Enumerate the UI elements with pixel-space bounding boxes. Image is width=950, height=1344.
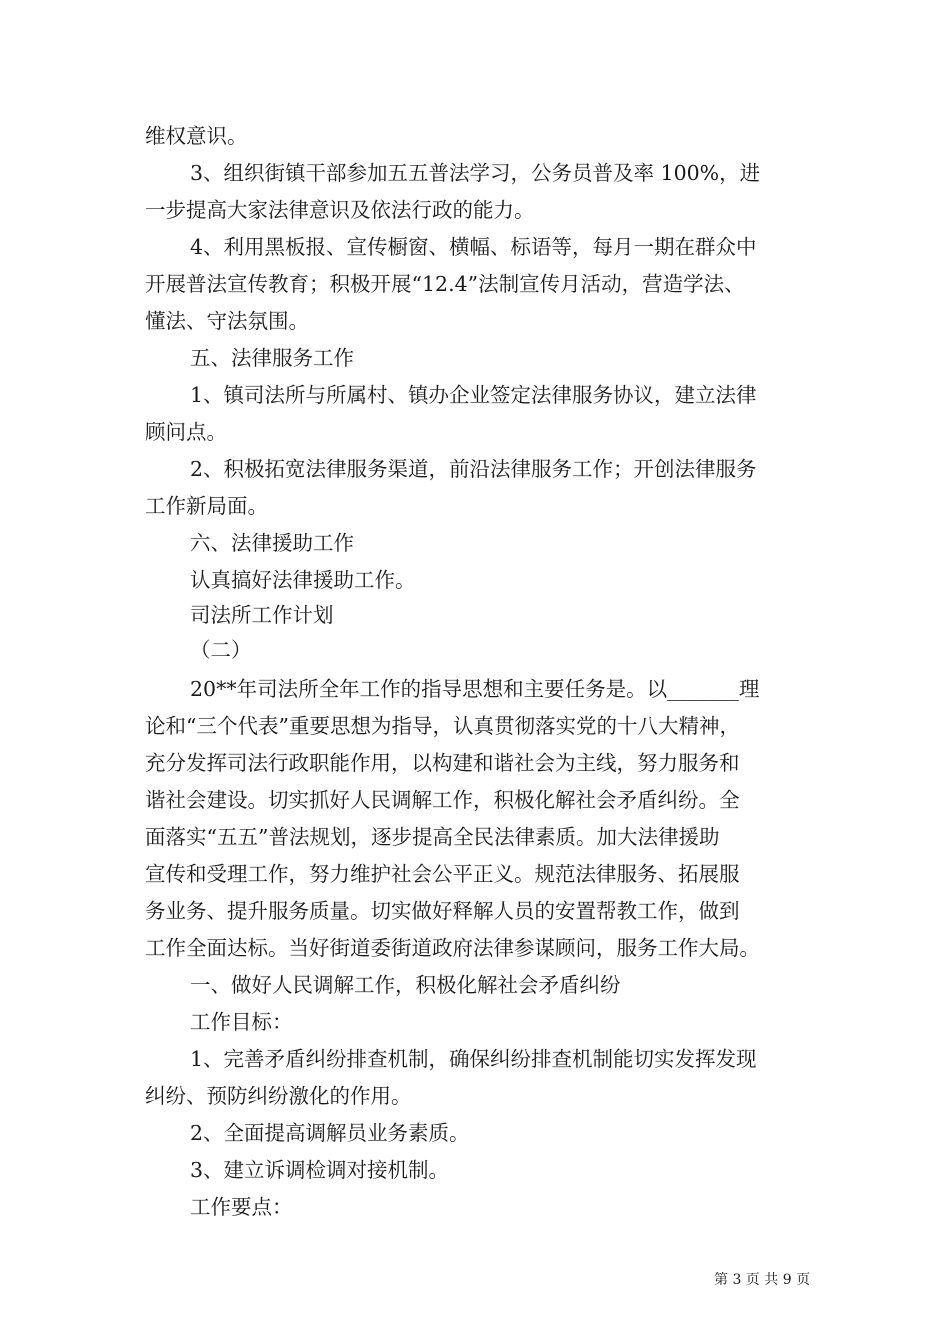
text-line: 1、完善矛盾纠纷排查机制，确保纠纷排查机制能切实发挥发现	[190, 1047, 757, 1071]
text-line: 谐社会建设。切实抓好人民调解工作，积极化解社会矛盾纠纷。全	[145, 788, 740, 812]
text-line: 开展普法宣传教育；积极开展“12.4”法制宣传月活动，营造学法、	[145, 272, 745, 296]
text-line: 工作要点：	[190, 1195, 293, 1219]
document-title: 司法所工作计划	[190, 603, 334, 627]
text-line: 纠纷、预防纠纷激化的作用。	[145, 1084, 412, 1108]
text-line: 懂法、守法氛围。	[145, 309, 309, 333]
text-line: 20**年司法所全年工作的指导思想和主要任务是。以_______理	[190, 677, 760, 701]
text-line: 论和“三个代表”重要思想为指导，认真贯彻落实党的十八大精神，	[145, 714, 740, 738]
text-line: 顾问点。	[145, 420, 227, 444]
text-line: 4、利用黑板报、宣传橱窗、横幅、标语等，每月一期在群众中	[190, 235, 757, 259]
text-line: 3、组织街镇干部参加五五普法学习，公务员普及率 100%，进	[190, 161, 761, 185]
text-line: 务业务、提升服务质量。切实做好释解人员的安置帮教工作，做到	[145, 899, 740, 923]
text-line: 3、建立诉调检调对接机制。	[190, 1158, 450, 1182]
text-line: 充分发挥司法行政职能作用，以构建和谐社会为主线，努力服务和	[145, 751, 740, 775]
text-line: 维权意识。	[145, 124, 248, 148]
text-line: 宣传和受理工作，努力维护社会公平正义。规范法律服务、拓展服	[145, 862, 740, 886]
section-heading: 五、法律服务工作	[190, 346, 354, 370]
text-line: 工作全面达标。当好街道委街道政府法律参谋顾问，服务工作大局。	[145, 936, 760, 960]
text-line: 认真搞好法律援助工作。	[190, 568, 416, 592]
document-subtitle: （二）	[190, 638, 252, 662]
page-number: 第 3 页 共 9 页	[714, 1272, 811, 1288]
text-line: 1、镇司法所与所属村、镇办企业签定法律服务协议，建立法律	[190, 383, 757, 407]
text-line: 工作目标：	[190, 1010, 293, 1034]
text-line: 工作新局面。	[145, 494, 268, 518]
text-line: 2、积极拓宽法律服务渠道，前沿法律服务工作；开创法律服务	[190, 457, 757, 481]
text-line: 一步提高大家法律意识及依法行政的能力。	[145, 198, 535, 222]
text-line: 2、全面提高调解员业务素质。	[190, 1121, 470, 1145]
section-heading: 一、做好人民调解工作，积极化解社会矛盾纠纷	[190, 973, 621, 997]
text-line: 面落实“五五”普法规划，逐步提高全民法律素质。加大法律援助	[145, 825, 720, 849]
section-heading: 六、法律援助工作	[190, 531, 354, 555]
